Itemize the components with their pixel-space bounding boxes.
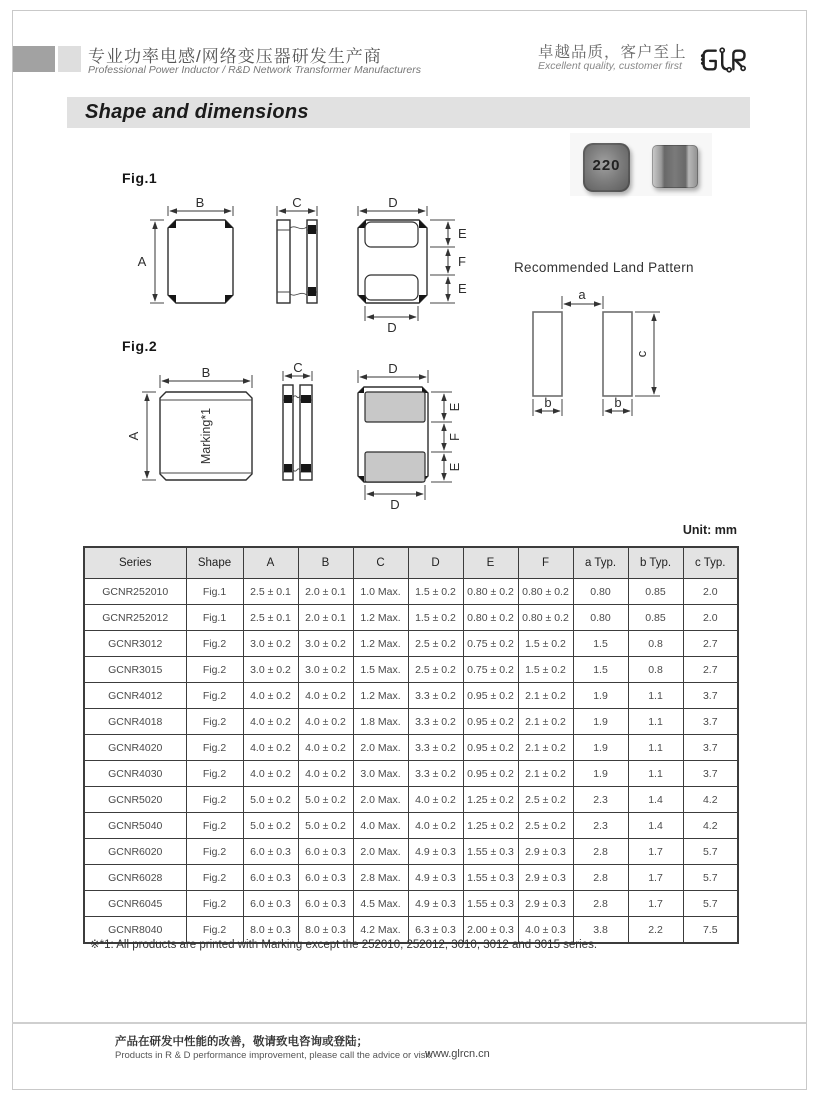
value-cell: 1.5 Max. bbox=[353, 657, 408, 683]
value-cell: 3.3 ± 0.2 bbox=[408, 709, 463, 735]
value-cell: Fig.2 bbox=[186, 917, 243, 944]
value-cell: 2.5 ± 0.2 bbox=[518, 813, 573, 839]
marking-footnote: ※*1: All products are printed with Marking except the 252010, 252012, 3010, 3012 and 3015 series. bbox=[90, 939, 598, 951]
fig1-drawing bbox=[122, 170, 467, 335]
value-cell: 1.5 ± 0.2 bbox=[408, 579, 463, 605]
fig1-dim-A: A bbox=[137, 254, 147, 269]
value-cell: 1.8 Max. bbox=[353, 709, 408, 735]
footer-note-cn: 产品在研发中性能的改善，敬请致电咨询或登陆； bbox=[115, 1036, 368, 1048]
value-cell: 1.2 Max. bbox=[353, 631, 408, 657]
table-row bbox=[84, 735, 738, 761]
company-title-en: Professional Power Inductor / R&D Network Transformer Manufacturers bbox=[88, 64, 422, 76]
value-cell: 3.7 bbox=[683, 761, 738, 787]
value-cell: Fig.2 bbox=[186, 761, 243, 787]
value-cell: 6.0 ± 0.3 bbox=[298, 839, 353, 865]
table-header-row bbox=[84, 547, 738, 579]
value-cell: 2.3 bbox=[573, 787, 628, 813]
value-cell: Fig.2 bbox=[186, 865, 243, 891]
value-cell: 0.95 ± 0.2 bbox=[463, 735, 518, 761]
column-header: b Typ. bbox=[628, 547, 683, 579]
fig2-label: Fig.2 bbox=[122, 338, 158, 354]
fig1-dim-B: B bbox=[195, 195, 205, 210]
value-cell: 3.7 bbox=[683, 709, 738, 735]
value-cell: 1.25 ± 0.2 bbox=[463, 787, 518, 813]
value-cell: Fig.2 bbox=[186, 657, 243, 683]
column-header: C bbox=[353, 547, 408, 579]
fig2-marking-label: Marking*1 bbox=[199, 407, 213, 465]
value-cell: 3.0 ± 0.2 bbox=[243, 631, 298, 657]
value-cell: 2.5 ± 0.1 bbox=[243, 579, 298, 605]
value-cell: 4.0 ± 0.2 bbox=[298, 761, 353, 787]
value-cell: Fig.1 bbox=[186, 579, 243, 605]
value-cell: 4.0 ± 0.2 bbox=[243, 735, 298, 761]
value-cell: 3.0 ± 0.2 bbox=[298, 657, 353, 683]
fig1-dim-D-bottom: D bbox=[387, 320, 397, 335]
table-row bbox=[84, 813, 738, 839]
value-cell: 3.7 bbox=[683, 683, 738, 709]
value-cell: 2.9 ± 0.3 bbox=[518, 839, 573, 865]
column-header: a Typ. bbox=[573, 547, 628, 579]
table-row bbox=[84, 683, 738, 709]
product-photo-bottom-view bbox=[652, 145, 698, 188]
fig2-dim-E-bottom: E bbox=[447, 462, 462, 472]
fig1-dim-E-bottom: E bbox=[458, 281, 467, 296]
fig1-dim-E-top: E bbox=[458, 226, 467, 241]
value-cell: 2.0 Max. bbox=[353, 839, 408, 865]
land-dim-c: c bbox=[634, 350, 649, 358]
value-cell: 3.0 ± 0.2 bbox=[243, 657, 298, 683]
slogan-en: Excellent quality, customer first bbox=[538, 60, 682, 72]
series-cell: GCNR4018 bbox=[84, 709, 186, 735]
product-marking-text: 220 bbox=[592, 157, 621, 174]
value-cell: 4.0 ± 0.2 bbox=[298, 735, 353, 761]
value-cell: 4.0 Max. bbox=[353, 813, 408, 839]
header-accent-dark-square bbox=[13, 46, 55, 72]
value-cell: 1.55 ± 0.3 bbox=[463, 891, 518, 917]
value-cell: 1.9 bbox=[573, 761, 628, 787]
value-cell: 2.3 bbox=[573, 813, 628, 839]
value-cell: 4.0 ± 0.2 bbox=[408, 787, 463, 813]
value-cell: 2.5 ± 0.1 bbox=[243, 605, 298, 631]
company-logo-icon bbox=[699, 45, 751, 75]
value-cell: 1.5 ± 0.2 bbox=[518, 657, 573, 683]
header-accent-light-square bbox=[58, 46, 81, 72]
land-dim-b-right: b bbox=[614, 395, 622, 410]
value-cell: 2.0 ± 0.1 bbox=[298, 579, 353, 605]
product-photo-top-view bbox=[583, 143, 630, 192]
value-cell: 8.0 ± 0.3 bbox=[298, 917, 353, 944]
value-cell: 1.25 ± 0.2 bbox=[463, 813, 518, 839]
column-header: Shape bbox=[186, 547, 243, 579]
column-header: E bbox=[463, 547, 518, 579]
value-cell: 4.0 ± 0.2 bbox=[298, 683, 353, 709]
value-cell: 2.00 ± 0.3 bbox=[463, 917, 518, 944]
table-row bbox=[84, 891, 738, 917]
series-cell: GCNR4020 bbox=[84, 735, 186, 761]
value-cell: 5.0 ± 0.2 bbox=[298, 787, 353, 813]
value-cell: 4.0 ± 0.2 bbox=[243, 683, 298, 709]
value-cell: Fig.2 bbox=[186, 787, 243, 813]
series-cell: GCNR3012 bbox=[84, 631, 186, 657]
fig2-dim-A: A bbox=[126, 431, 141, 441]
footer-separator bbox=[12, 1022, 806, 1024]
value-cell: 1.1 bbox=[628, 683, 683, 709]
value-cell: 7.5 bbox=[683, 917, 738, 944]
value-cell: 1.9 bbox=[573, 683, 628, 709]
series-cell: GCNR6028 bbox=[84, 865, 186, 891]
value-cell: 2.7 bbox=[683, 657, 738, 683]
value-cell: 2.2 bbox=[628, 917, 683, 944]
value-cell: Fig.2 bbox=[186, 709, 243, 735]
fig2-dim-B: B bbox=[201, 365, 211, 380]
value-cell: 2.0 Max. bbox=[353, 735, 408, 761]
column-header: F bbox=[518, 547, 573, 579]
section-title-bar bbox=[67, 97, 750, 128]
series-cell: GCNR5020 bbox=[84, 787, 186, 813]
series-cell: GCNR3015 bbox=[84, 657, 186, 683]
dimensions-table bbox=[83, 546, 739, 944]
value-cell: 4.9 ± 0.3 bbox=[408, 839, 463, 865]
slogan-cn: 卓越品质，客户至上 bbox=[538, 44, 687, 61]
value-cell: 5.7 bbox=[683, 891, 738, 917]
value-cell: 1.9 bbox=[573, 709, 628, 735]
value-cell: 2.1 ± 0.2 bbox=[518, 709, 573, 735]
value-cell: 0.8 bbox=[628, 631, 683, 657]
table-row bbox=[84, 657, 738, 683]
fig2-dim-E-top: E bbox=[447, 402, 462, 412]
land-dim-b-left: b bbox=[544, 395, 552, 410]
value-cell: 4.2 Max. bbox=[353, 917, 408, 944]
series-cell: GCNR5040 bbox=[84, 813, 186, 839]
footer-note-en: Products in R & D performance improvement, please call the advice or visit: bbox=[115, 1050, 433, 1061]
value-cell: Fig.2 bbox=[186, 839, 243, 865]
value-cell: 5.7 bbox=[683, 865, 738, 891]
value-cell: 1.2 Max. bbox=[353, 605, 408, 631]
value-cell: 8.0 ± 0.3 bbox=[243, 917, 298, 944]
value-cell: 0.80 ± 0.2 bbox=[463, 579, 518, 605]
value-cell: 4.5 Max. bbox=[353, 891, 408, 917]
value-cell: 6.0 ± 0.3 bbox=[298, 865, 353, 891]
value-cell: 0.80 ± 0.2 bbox=[518, 605, 573, 631]
value-cell: 3.7 bbox=[683, 735, 738, 761]
value-cell: 0.85 bbox=[628, 579, 683, 605]
value-cell: 3.8 bbox=[573, 917, 628, 944]
value-cell: 2.5 ± 0.2 bbox=[408, 631, 463, 657]
section-title: Shape and dimensions bbox=[85, 101, 309, 123]
value-cell: 2.0 Max. bbox=[353, 787, 408, 813]
column-header: B bbox=[298, 547, 353, 579]
series-cell: GCNR252010 bbox=[84, 579, 186, 605]
value-cell: 6.0 ± 0.3 bbox=[243, 865, 298, 891]
value-cell: Fig.2 bbox=[186, 735, 243, 761]
value-cell: 2.8 bbox=[573, 891, 628, 917]
value-cell: 1.55 ± 0.3 bbox=[463, 865, 518, 891]
value-cell: 2.0 ± 0.1 bbox=[298, 605, 353, 631]
value-cell: 0.75 ± 0.2 bbox=[463, 657, 518, 683]
value-cell: Fig.2 bbox=[186, 891, 243, 917]
value-cell: 4.2 bbox=[683, 787, 738, 813]
value-cell: 2.1 ± 0.2 bbox=[518, 761, 573, 787]
series-cell: GCNR6045 bbox=[84, 891, 186, 917]
value-cell: 4.2 bbox=[683, 813, 738, 839]
value-cell: 4.0 ± 0.3 bbox=[518, 917, 573, 944]
value-cell: 2.1 ± 0.2 bbox=[518, 735, 573, 761]
value-cell: 1.0 Max. bbox=[353, 579, 408, 605]
value-cell: 5.0 ± 0.2 bbox=[243, 787, 298, 813]
land-pattern-drawing bbox=[514, 260, 694, 416]
value-cell: 6.3 ± 0.3 bbox=[408, 917, 463, 944]
value-cell: 0.75 ± 0.2 bbox=[463, 631, 518, 657]
value-cell: 1.1 bbox=[628, 735, 683, 761]
value-cell: 6.0 ± 0.3 bbox=[243, 891, 298, 917]
value-cell: 1.5 ± 0.2 bbox=[518, 631, 573, 657]
series-cell: GCNR6020 bbox=[84, 839, 186, 865]
value-cell: 1.2 Max. bbox=[353, 683, 408, 709]
fig1-dim-C: C bbox=[292, 195, 302, 210]
value-cell: 0.80 ± 0.2 bbox=[463, 605, 518, 631]
value-cell: 4.9 ± 0.3 bbox=[408, 891, 463, 917]
unit-label: Unit: mm bbox=[682, 523, 737, 537]
company-title-cn: 专业功率电感/网络变压器研发生产商 bbox=[88, 47, 382, 66]
value-cell: 2.0 bbox=[683, 605, 738, 631]
value-cell: 4.9 ± 0.3 bbox=[408, 865, 463, 891]
fig2-drawing bbox=[122, 338, 462, 512]
fig1-label: Fig.1 bbox=[122, 170, 158, 186]
series-cell: GCNR8040 bbox=[84, 917, 186, 944]
series-cell: GCNR4030 bbox=[84, 761, 186, 787]
value-cell: 0.95 ± 0.2 bbox=[463, 709, 518, 735]
value-cell: 2.9 ± 0.3 bbox=[518, 865, 573, 891]
value-cell: 1.1 bbox=[628, 709, 683, 735]
value-cell: 1.5 bbox=[573, 657, 628, 683]
fig1-dim-D-top: D bbox=[388, 195, 398, 210]
value-cell: 4.0 ± 0.2 bbox=[298, 709, 353, 735]
column-header: Series bbox=[84, 547, 186, 579]
table-row bbox=[84, 605, 738, 631]
value-cell: 2.8 bbox=[573, 865, 628, 891]
value-cell: 5.7 bbox=[683, 839, 738, 865]
fig2-dim-F: F bbox=[447, 433, 462, 441]
table-row bbox=[84, 579, 738, 605]
value-cell: 0.80 bbox=[573, 579, 628, 605]
value-cell: 4.0 ± 0.2 bbox=[243, 709, 298, 735]
value-cell: 0.80 ± 0.2 bbox=[518, 579, 573, 605]
value-cell: 5.0 ± 0.2 bbox=[243, 813, 298, 839]
value-cell: 2.8 Max. bbox=[353, 865, 408, 891]
value-cell: Fig.1 bbox=[186, 605, 243, 631]
value-cell: 1.7 bbox=[628, 865, 683, 891]
table-row bbox=[84, 787, 738, 813]
value-cell: 3.0 Max. bbox=[353, 761, 408, 787]
table-row bbox=[84, 761, 738, 787]
value-cell: 1.7 bbox=[628, 839, 683, 865]
value-cell: 0.85 bbox=[628, 605, 683, 631]
fig1-dim-F: F bbox=[458, 254, 466, 269]
column-header: D bbox=[408, 547, 463, 579]
value-cell: 0.80 bbox=[573, 605, 628, 631]
value-cell: 0.8 bbox=[628, 657, 683, 683]
table-row bbox=[84, 839, 738, 865]
value-cell: 1.7 bbox=[628, 891, 683, 917]
value-cell: 6.0 ± 0.3 bbox=[298, 891, 353, 917]
value-cell: 3.3 ± 0.2 bbox=[408, 761, 463, 787]
value-cell: Fig.2 bbox=[186, 683, 243, 709]
fig2-dim-D-top: D bbox=[388, 361, 398, 376]
value-cell: 4.0 ± 0.2 bbox=[408, 813, 463, 839]
value-cell: 1.4 bbox=[628, 813, 683, 839]
fig2-dim-D-bottom: D bbox=[390, 497, 400, 512]
value-cell: 2.7 bbox=[683, 631, 738, 657]
table-row bbox=[84, 631, 738, 657]
table-row bbox=[84, 865, 738, 891]
table-body bbox=[84, 579, 738, 944]
value-cell: 6.0 ± 0.3 bbox=[243, 839, 298, 865]
series-cell: GCNR252012 bbox=[84, 605, 186, 631]
value-cell: 0.95 ± 0.2 bbox=[463, 683, 518, 709]
value-cell: 2.5 ± 0.2 bbox=[408, 657, 463, 683]
value-cell: 3.0 ± 0.2 bbox=[298, 631, 353, 657]
value-cell: 3.3 ± 0.2 bbox=[408, 683, 463, 709]
value-cell: 2.0 bbox=[683, 579, 738, 605]
value-cell: 1.55 ± 0.3 bbox=[463, 839, 518, 865]
value-cell: 5.0 ± 0.2 bbox=[298, 813, 353, 839]
value-cell: 2.9 ± 0.3 bbox=[518, 891, 573, 917]
table-row bbox=[84, 709, 738, 735]
land-pattern-title: Recommended Land Pattern bbox=[514, 260, 694, 275]
column-header: c Typ. bbox=[683, 547, 738, 579]
value-cell: Fig.2 bbox=[186, 631, 243, 657]
value-cell: 4.0 ± 0.2 bbox=[243, 761, 298, 787]
value-cell: 3.3 ± 0.2 bbox=[408, 735, 463, 761]
value-cell: 1.5 bbox=[573, 631, 628, 657]
value-cell: 1.4 bbox=[628, 787, 683, 813]
footer-website-url: www.glrcn.cn bbox=[425, 1048, 490, 1060]
land-dim-a: a bbox=[578, 287, 586, 302]
value-cell: 1.1 bbox=[628, 761, 683, 787]
value-cell: 1.9 bbox=[573, 735, 628, 761]
value-cell: 2.1 ± 0.2 bbox=[518, 683, 573, 709]
fig2-dim-C: C bbox=[293, 360, 303, 375]
value-cell: 1.5 ± 0.2 bbox=[408, 605, 463, 631]
series-cell: GCNR4012 bbox=[84, 683, 186, 709]
value-cell: 2.5 ± 0.2 bbox=[518, 787, 573, 813]
column-header: A bbox=[243, 547, 298, 579]
value-cell: Fig.2 bbox=[186, 813, 243, 839]
value-cell: 2.8 bbox=[573, 839, 628, 865]
value-cell: 0.95 ± 0.2 bbox=[463, 761, 518, 787]
